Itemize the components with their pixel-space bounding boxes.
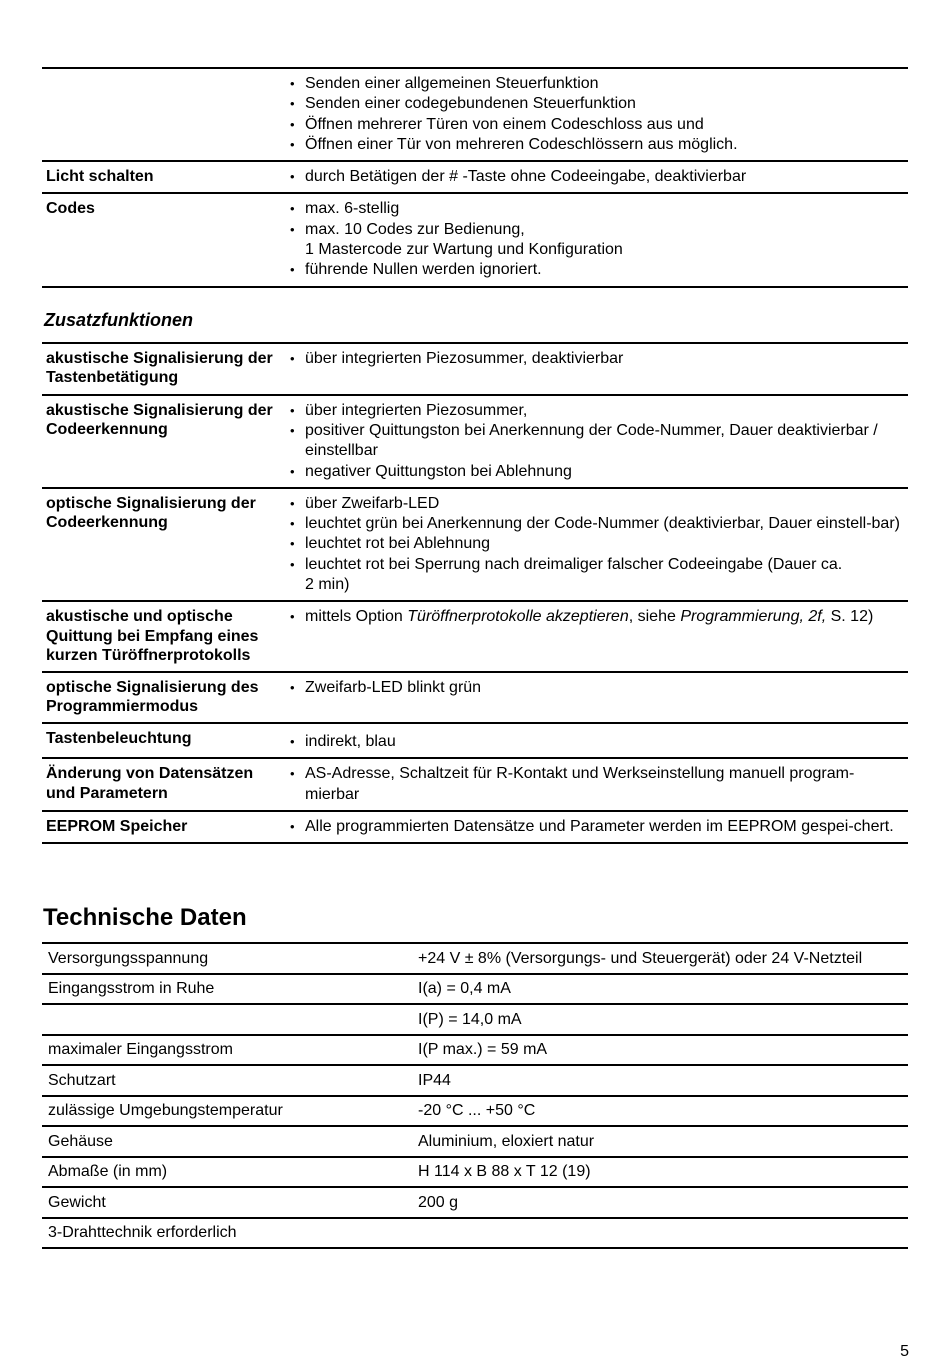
list-item: • über integrierten Piezosummer, deaktivierbar bbox=[286, 349, 908, 369]
row-label: akustische Signalisierung der Codeerkennung bbox=[46, 401, 273, 439]
bullet-list bbox=[286, 199, 908, 280]
row-label: Änderung von Datensätzen und Parametern bbox=[46, 765, 254, 802]
table-row: zulässige Umgebungstemperatur -20 °C ... +50 °C bbox=[42, 1096, 908, 1127]
row-label: EEPROM Speicher bbox=[46, 817, 188, 835]
list-item: • leuchtet grün bei Anerkennung der Code-Nummer (deaktivierbar, Dauer einstell-bar) bbox=[286, 514, 908, 534]
bullet-list bbox=[286, 349, 908, 369]
list-item: • Senden einer allgemeinen Steuerfunktion bbox=[286, 74, 908, 94]
row-label: akustische Signalisierung der Tastenbetätigung bbox=[46, 349, 273, 387]
row-label: Licht schalten bbox=[46, 168, 154, 186]
table-row: 3-Drahttechnik erforderlich bbox=[42, 1218, 908, 1249]
bullet-list bbox=[286, 817, 908, 837]
list-item: • negativer Quittungston bei Ablehnung bbox=[286, 462, 908, 482]
list-item: • indirekt, blau bbox=[286, 732, 908, 752]
list-item: • durch Betätigen der # -Taste ohne Codeeingabe, deaktivierbar bbox=[286, 167, 908, 187]
list-item: • Zweifarb-LED blinkt grün bbox=[286, 678, 908, 698]
list-item: • über Zweifarb-LED bbox=[286, 494, 908, 514]
list-item: • max. 10 Codes zur Bedienung, 1 Mastercode zur Wartung und Konfiguration bbox=[286, 220, 908, 261]
table-row bbox=[42, 758, 908, 811]
list-item: • mittels Option Türöffnerprotokolle akzeptieren, siehe Programmierung, 2f, S. 12) bbox=[286, 607, 908, 627]
table-row bbox=[42, 601, 908, 672]
row-label: Tastenbeleuchtung bbox=[46, 729, 192, 747]
page bbox=[42, 67, 908, 1249]
list-item: • führende Nullen werden ignoriert. bbox=[286, 260, 908, 280]
table-row bbox=[42, 343, 908, 395]
table-row: maximaler Eingangsstrom I(P max.) = 59 mA bbox=[42, 1035, 908, 1066]
table-row: Gehäuse Aluminium, eloxiert natur bbox=[42, 1126, 908, 1157]
section-title-zusatzfunktionen: Zusatzfunktionen bbox=[44, 309, 193, 330]
row-label: optische Signalisierung der Codeerkennung bbox=[46, 494, 256, 532]
list-item: • leuchtet rot bei Sperrung nach dreimaliger falscher Codeeingabe (Dauer ca. 2 min) bbox=[286, 555, 908, 596]
table-row: Schutzart IP44 bbox=[42, 1065, 908, 1096]
list-item: • positiver Quittungston bei Anerkennung der Code-Nummer, Dauer deaktivierbar / einstellbar bbox=[286, 421, 908, 462]
page-number: 5 bbox=[900, 1343, 909, 1360]
bullet-list bbox=[286, 678, 908, 698]
bullet-list bbox=[286, 167, 908, 187]
technical-data-table bbox=[42, 942, 908, 1249]
bullet-list bbox=[286, 729, 908, 749]
row-label: Codes bbox=[46, 200, 95, 218]
function-table bbox=[42, 67, 908, 288]
option-name: Türöffnerprotokolle akzeptieren bbox=[407, 608, 629, 626]
list-item: • AS-Adresse, Schaltzeit für R-Kontakt und Werkseinstellung manuell program-mierbar bbox=[286, 764, 908, 805]
bullet-list bbox=[286, 764, 908, 805]
section-reference: Programmierung, 2f, bbox=[680, 608, 827, 626]
row-label: akustische und optische Quittung bei Empfang eines kurzen Türöffnerprotokolls bbox=[46, 608, 259, 665]
list-item: • Alle programmierten Datensätze und Parameter werden im EEPROM gespei-chert. bbox=[286, 817, 908, 837]
bullet-list bbox=[286, 494, 908, 595]
table-row bbox=[42, 161, 908, 193]
row-label: optische Signalisierung des Programmiermodus bbox=[46, 678, 259, 716]
table-row: Abmaße (in mm) H 114 x B 88 x T 12 (19) bbox=[42, 1157, 908, 1188]
table-row bbox=[42, 488, 908, 601]
table-row bbox=[42, 395, 908, 488]
list-item: • Öffnen mehrerer Türen von einem Codeschloss aus und bbox=[286, 115, 908, 135]
table-row bbox=[42, 811, 908, 843]
table-row: Eingangsstrom in Ruhe I(a) = 0,4 mA bbox=[42, 974, 908, 1005]
list-item: • über integrierten Piezosummer, bbox=[286, 401, 908, 421]
heading-technische-daten: Technische Daten bbox=[43, 904, 247, 932]
table-row bbox=[42, 672, 908, 723]
bullet-list bbox=[286, 74, 908, 155]
list-item: • Öffnen einer Tür von mehreren Codeschlössern aus möglich. bbox=[286, 135, 908, 155]
bullet-list bbox=[286, 607, 908, 627]
table-row: Gewicht 200 g bbox=[42, 1187, 908, 1218]
list-item: • leuchtet rot bei Ablehnung bbox=[286, 534, 908, 554]
zusatz-table bbox=[42, 342, 908, 845]
table-row: Versorgungsspannung +24 V ± 8% (Versorgungs- und Steuergerät) oder 24 V-Netzteil bbox=[42, 943, 908, 974]
table-row bbox=[42, 193, 908, 286]
table-row: I(P) = 14,0 mA bbox=[42, 1004, 908, 1035]
list-item: • Senden einer codegebundenen Steuerfunktion bbox=[286, 94, 908, 114]
table-row bbox=[42, 723, 908, 759]
bullet-list bbox=[286, 401, 908, 482]
table-row bbox=[42, 68, 908, 161]
list-item: • max. 6-stellig bbox=[286, 199, 908, 219]
